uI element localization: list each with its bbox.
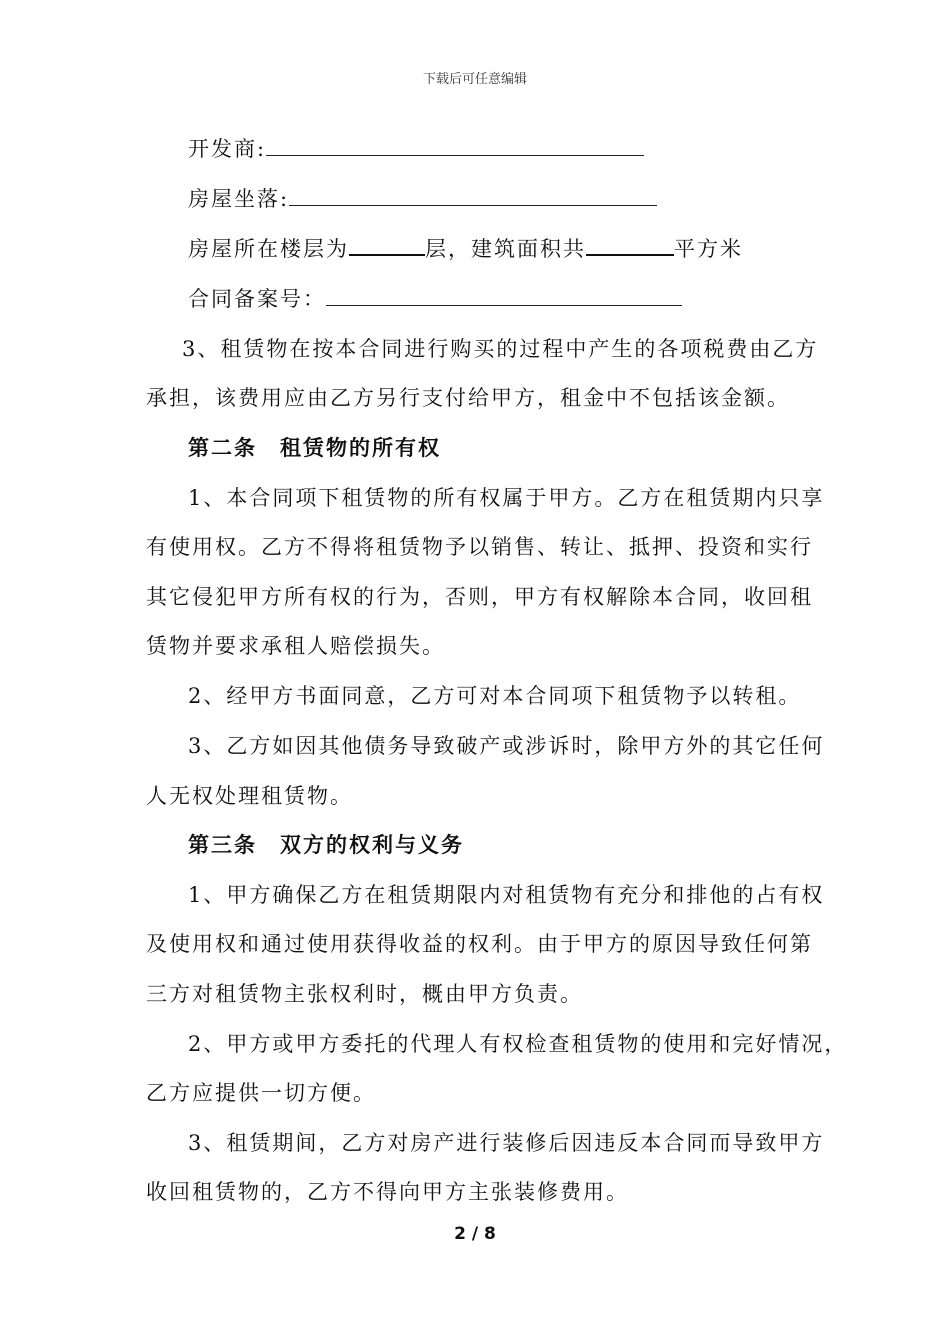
clause-3-line-1: 3、租赁物在按本合同进行购买的过程中产生的各项税费由乙方 bbox=[182, 337, 819, 361]
article-3-p3-line-1: 3、租赁期间，乙方对房产进行装修后因违反本合同而导致甲方 bbox=[188, 1131, 825, 1155]
floor-area-field bbox=[188, 234, 743, 264]
developer-blank bbox=[266, 135, 644, 156]
article-2-p1-line-1: 1、本合同项下租赁物的所有权属于甲方。乙方在租赁期内只享 bbox=[188, 486, 825, 510]
floor-prefix: 房屋所在楼层为 bbox=[188, 237, 349, 261]
header-note: 下载后可任意编辑 bbox=[422, 72, 527, 87]
article-2-p3-line-2: 人无权处理租赁物。 bbox=[146, 784, 353, 808]
article-2-heading: 第二条 租赁物的所有权 bbox=[188, 435, 441, 460]
article-2-p1-line-3: 其它侵犯甲方所有权的行为，否则，甲方有权解除本合同，收回租 bbox=[146, 585, 813, 609]
clause-3-line-2: 承担，该费用应由乙方另行支付给甲方，租金中不包括该金额。 bbox=[146, 386, 790, 410]
page-number: 2 / 8 bbox=[454, 1224, 496, 1244]
area-unit: 平方米 bbox=[674, 237, 743, 261]
article-3-p1-line-1: 1、甲方确保乙方在租赁期限内对租赁物有充分和排他的占有权 bbox=[188, 883, 825, 907]
filing-field bbox=[188, 284, 682, 314]
article-3-p1-line-2: 及使用权和通过使用获得收益的权利。由于甲方的原因导致任何第 bbox=[146, 932, 813, 956]
area-blank bbox=[586, 234, 674, 256]
developer-label: 开发商: bbox=[188, 137, 267, 161]
article-2-p1-line-4: 赁物并要求承租人赔偿损失。 bbox=[146, 634, 445, 658]
location-blank bbox=[289, 185, 657, 206]
article-2-p2: 2、经甲方书面同意，乙方可对本合同项下租赁物予以转租。 bbox=[188, 684, 802, 708]
developer-field bbox=[188, 134, 644, 164]
floor-unit: 层，建筑面积共 bbox=[425, 237, 586, 261]
filing-label: 合同备案号： bbox=[188, 287, 326, 311]
article-2-p1-line-2: 有使用权。乙方不得将租赁物予以销售、转让、抵押、投资和实行 bbox=[146, 535, 813, 559]
article-3-p1-line-3: 三方对租赁物主张权利时，概由甲方负责。 bbox=[146, 982, 583, 1006]
floor-blank bbox=[349, 234, 425, 256]
article-3-heading: 第三条 双方的权利与义务 bbox=[188, 832, 464, 857]
filing-blank bbox=[326, 285, 682, 306]
article-3-p2-line-2: 乙方应提供一切方便。 bbox=[146, 1081, 376, 1105]
location-label: 房屋坐落: bbox=[188, 187, 290, 211]
article-3-p3-line-2: 收回租赁物的，乙方不得向甲方主张装修费用。 bbox=[146, 1180, 629, 1204]
location-field bbox=[188, 184, 657, 214]
article-3-p2-line-1: 2、甲方或甲方委托的代理人有权检查租赁物的使用和完好情况， bbox=[188, 1032, 848, 1056]
article-2-p3-line-1: 3、乙方如因其他债务导致破产或涉诉时，除甲方外的其它任何 bbox=[188, 734, 825, 758]
